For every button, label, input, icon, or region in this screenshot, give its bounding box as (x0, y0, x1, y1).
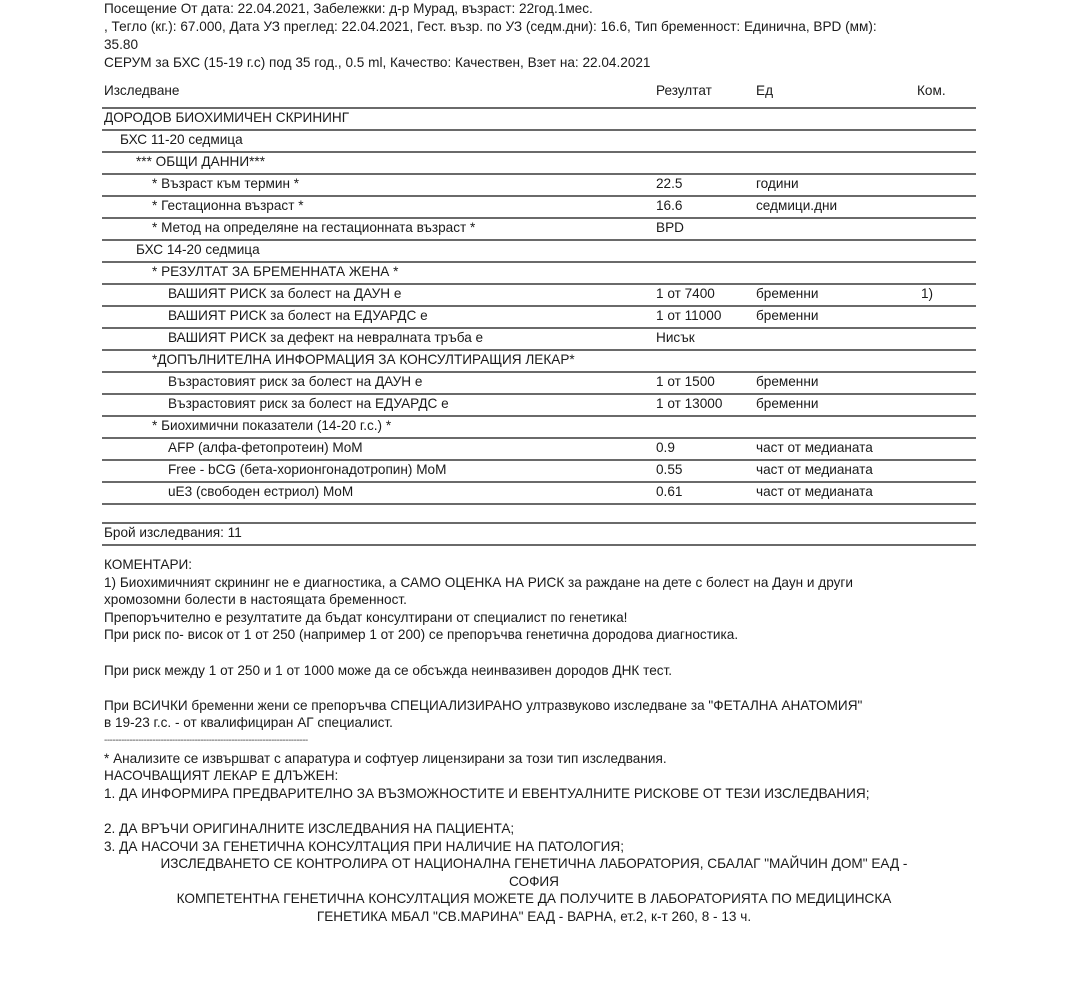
bpd-value-line: 35.80 (104, 37, 139, 52)
row-result: 1 от 13000 (656, 396, 723, 411)
row-name: БХС 11-20 седмица (120, 132, 243, 147)
comment-line: Препоръчително е резултатите да бъдат консултирани от специалист по генетика! (104, 609, 628, 625)
row-unit: седмици.дни (756, 198, 838, 213)
row-name: * Биохимични показатели (14-20 г.с.) * (152, 418, 392, 433)
results-table (102, 80, 976, 546)
comment-blank (104, 802, 984, 820)
row-name: Възрастовият риск за болест на ДАУН е (168, 374, 423, 389)
row-name: *ДОПЪЛНИТЕЛНА ИНФОРМАЦИЯ ЗА КОНСУЛТИРАЩИЯ ЛЕКАР* (152, 352, 575, 367)
comment-line: в 19-23 г.с. - от квалифициран АГ специалист. (104, 715, 393, 731)
row-name: Free - bCG (бета-хорионгонадотропин) MoM (168, 462, 447, 477)
comment-line: При риск по- висок от 1 от 250 (например 1 от 200) се препоръчва генетична дородова диагностика. (104, 627, 739, 643)
row-result: 1 от 1500 (656, 374, 715, 389)
col-result-header: Резултат (656, 83, 712, 98)
row-result: 0.61 (656, 484, 683, 499)
table-row (102, 283, 976, 305)
col-unit-header: Ед (756, 83, 773, 98)
comment-line: * Анализите се извършват с апаратура и софтуер лицензирани за този тип изследвания. (104, 750, 667, 766)
row-name: * Гестационна възраст * (152, 198, 304, 213)
table-row (102, 305, 976, 327)
test-count-row (102, 522, 976, 546)
row-name: ВАШИЯТ РИСК за болест на ДАУН е (168, 286, 402, 301)
row-unit: години (756, 176, 799, 191)
row-name: uE3 (свободен естриол) MoM (168, 484, 354, 499)
comment-line: При риск между 1 от 250 и 1 от 1000 може да се обсъжда неинвазивен дородов ДНК тест. (104, 662, 673, 678)
table-row (102, 349, 976, 371)
row-unit: част от медианата (756, 462, 873, 477)
row-unit: част от медианата (756, 440, 873, 455)
table-row (102, 327, 976, 349)
row-result: 1 от 11000 (656, 308, 722, 323)
footer-line: ГЕНЕТИКА МБАЛ "СВ.МАРИНА" ЕАД - ВАРНА, ет.2, к-т 260, 8 - 13 ч. (316, 908, 752, 924)
dashed-separator: ------------------------------------------------------------------------ (104, 734, 308, 746)
table-row (102, 415, 976, 437)
lab-footer (104, 855, 964, 925)
row-unit: бременни (756, 286, 819, 301)
table-row (102, 481, 976, 503)
comment-line: При ВСИЧКИ бременни жени се препоръчва СПЕЦИАЛИЗИРАНО ултразвуково изследване за "ФЕТАЛНА АНАТОМИЯ" (104, 697, 863, 713)
row-result: 0.9 (656, 440, 675, 455)
row-name: ВАШИЯТ РИСК за дефект на невралната тръба е (168, 330, 484, 345)
table-row (102, 261, 976, 283)
footer-line: КОМПЕТЕНТНА ГЕНЕТИЧНА КОНСУЛТАЦИЯ МОЖЕТЕ ДА ПОЛУЧИТЕ В ЛАБОРАТОРИЯТА ПО МЕДИЦИНСКА (176, 891, 892, 907)
ultrasound-info-line: , Тегло (кг.): 67.000, Дата УЗ преглед: 22.04.2021, Гест. възр. по УЗ (седм.дни): 16.6, Тип бременност: Единична, BPD (мм): (104, 19, 877, 34)
row-result: 16.6 (656, 198, 683, 213)
table-row (102, 459, 976, 481)
duty-line: 1. ДА ИНФОРМИРА ПРЕДВАРИТЕЛНО ЗА ВЪЗМОЖНОСТИТЕ И ЕВЕНТУАЛНИТЕ РИСКОВЕ ОТ ТЕЗИ ИЗСЛЕДВАНИЯ; (104, 785, 870, 801)
comment-blank (104, 644, 984, 662)
table-row (102, 129, 976, 151)
row-name: Възрастовият риск за болест на ЕДУАРДС е (168, 396, 449, 411)
row-result: 1 от 7400 (656, 286, 715, 301)
row-unit: бременни (756, 396, 819, 411)
comment-blank (104, 679, 984, 697)
table-row (102, 437, 976, 459)
duty-line: 2. ДА ВРЪЧИ ОРИГИНАЛНИТЕ ИЗСЛЕДВАНИЯ НА ПАЦИЕНТА; (104, 820, 515, 836)
serum-info-line: СЕРУМ за БХС (15-19 г.с) под 35 год., 0.5 ml, Качество: Качествен, Взет на: 22.04.2021 (104, 55, 651, 70)
table-row (102, 151, 976, 173)
table-row (102, 371, 976, 393)
row-result: 0.55 (656, 462, 683, 477)
referring-doctor-title: НАСОЧВАЩИЯТ ЛЕКАР Е ДЛЪЖЕН: (104, 768, 339, 784)
col-test-header: Изследване (104, 83, 180, 98)
row-unit: част от медианата (756, 484, 873, 499)
row-unit: бременни (756, 308, 819, 323)
table-spacer (102, 503, 976, 522)
table-row (102, 217, 976, 239)
row-result: BPD (656, 220, 684, 235)
table-row (102, 239, 976, 261)
row-name: * РЕЗУЛТАТ ЗА БРЕМЕННАТА ЖЕНА * (152, 264, 399, 279)
test-count: Брой изследвания: 11 (104, 525, 242, 540)
table-row (102, 195, 976, 217)
row-result: 22.5 (656, 176, 683, 191)
row-name: ДОРОДОВ БИОХИМИЧЕН СКРИНИНГ (104, 110, 350, 125)
row-name: AFP (алфа-фетопротеин) MoM (168, 440, 363, 455)
col-comment-header: Ком. (917, 83, 946, 98)
row-result: Нисък (656, 330, 695, 345)
duty-line: 3. ДА НАСОЧИ ЗА ГЕНЕТИЧНА КОНСУЛТАЦИЯ ПРИ НАЛИЧИЕ НА ПАТОЛОГИЯ; (104, 838, 624, 854)
table-row (102, 107, 976, 129)
row-name: БХС 14-20 седмица (136, 242, 260, 257)
row-comment: 1) (921, 286, 934, 301)
visit-header (104, 0, 984, 72)
visit-info-line: Посещение От дата: 22.04.2021, Забележки: д-р Мурад, възраст: 22год.1мес. (104, 1, 593, 16)
footer-line: ИЗСЛЕДВАНЕТО СЕ КОНТРОЛИРА ОТ НАЦИОНАЛНА ГЕНЕТИЧНА ЛАБОРАТОРИЯ, СБАЛАГ "МАЙЧИН ДОМ" ЕАД - (160, 856, 908, 871)
footer-line: СОФИЯ (508, 873, 559, 889)
row-name: *** ОБЩИ ДАННИ*** (136, 154, 265, 169)
table-row (102, 393, 976, 415)
row-name: * Метод на определяне на гестационната възраст * (152, 220, 476, 235)
table-row (102, 173, 976, 195)
comment-line: хромозомни болести в настоящата бременност. (104, 592, 407, 608)
row-unit: бременни (756, 374, 819, 389)
row-name: * Възраст към термин * (152, 176, 300, 191)
row-name: ВАШИЯТ РИСК за болест на ЕДУАРДС е (168, 308, 428, 323)
comment-line: 1) Биохимичният скрининг не е диагностика, а САМО ОЦЕНКА НА РИСК за раждане на дете с болест на Даун и други (104, 574, 853, 590)
table-header (102, 80, 976, 107)
comments-section (104, 556, 984, 855)
comments-title: КОМЕНТАРИ: (104, 557, 193, 572)
